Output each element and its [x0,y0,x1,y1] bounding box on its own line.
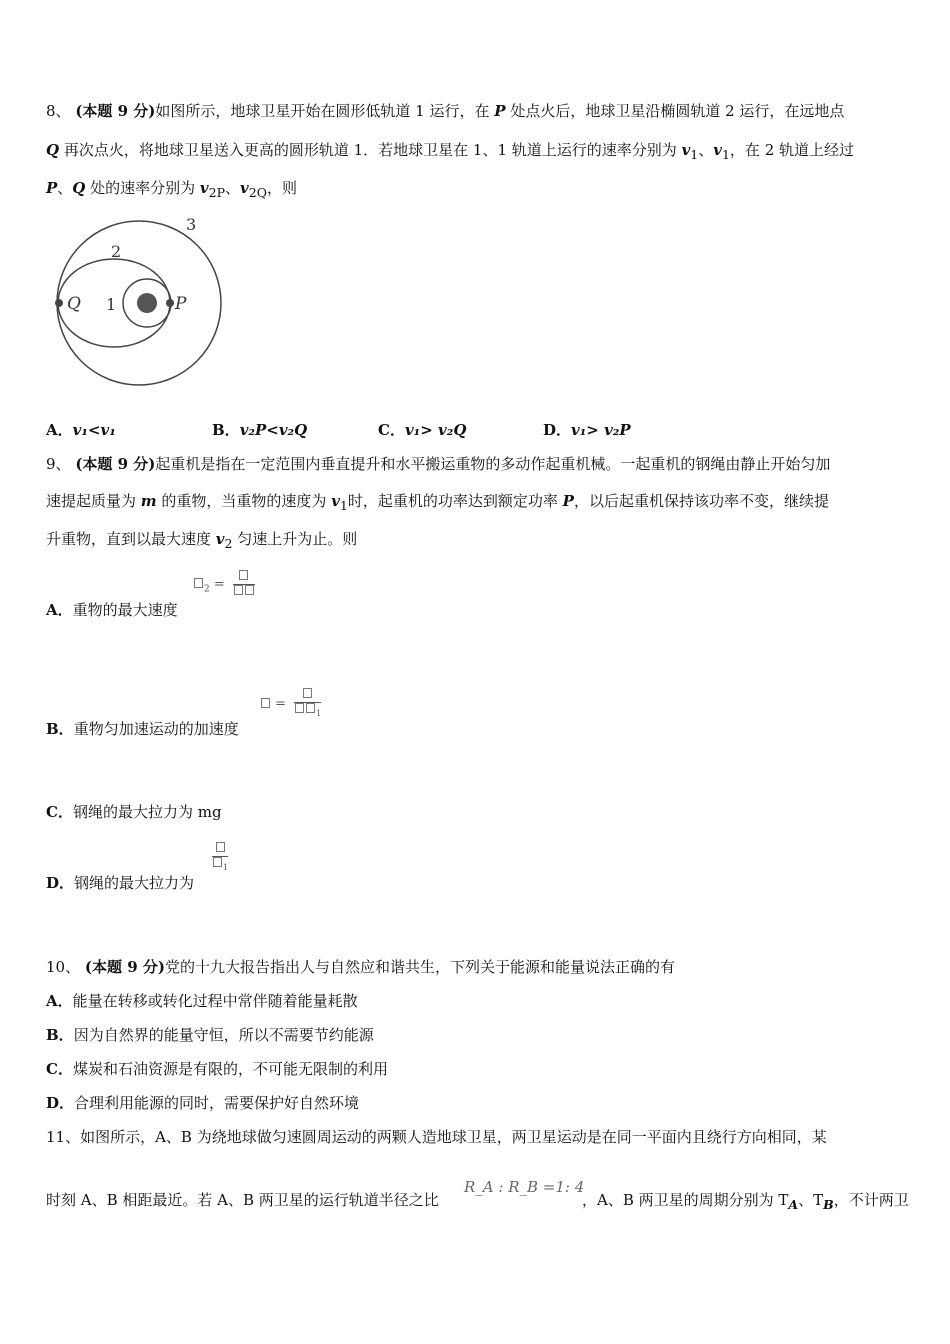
q10-option-b[interactable]: B．因为自然界的能量守恒，所以不需要节约能源 [46,1026,374,1044]
fraction [233,570,255,599]
q9-option-b[interactable]: B．重物匀加速运动的加速度 [46,720,239,738]
fraction: 1 [294,688,321,720]
formula-b-placeholder: = $_1$ [260,688,321,720]
earth [137,293,157,313]
label-2: 2 [111,242,122,261]
formula-a-placeholder: $_2$ = [193,570,255,599]
point-Q-dot [55,299,63,307]
q8-line-1: 8、 (本题 9 分)如图所示，地球卫星开始在圆形低轨道 1 运行，在 P 处点火后，地球卫星沿椭圆轨道 2 运行，在远地点 [46,102,845,120]
q8-option-a[interactable]: A．v₁<v₁ [46,421,116,439]
q10-stem: 10、 (本题 9 分)党的十九大报告指出人与自然应和谐共生，下列关于能源和能量说法正确的有 [46,958,675,976]
q8-line-2: Q 再次点火，将地球卫星送入更高的圆形轨道 1．若地球卫星在 1、1 轨道上运行的速率分别为 $v_1$、$v_1$，在 2 轨道上经过 [46,141,855,162]
q8-line-3: P、Q 处的速率分别为 $v_{2P}$、$v_{2Q}$，则 [46,179,297,200]
q9-option-d[interactable]: D．钢绳的最大拉力为 [46,874,195,892]
q8-option-d[interactable]: D．v₁> v₂P [543,421,631,439]
q10-option-a[interactable]: A．能量在转移或转化过程中常伴随着能量耗散 [46,992,358,1010]
q8-option-c[interactable]: C．v₁> v₂Q [378,421,467,439]
q9-line-2: 速提起质量为 m 的重物，当重物的速度为 $v_1$时，起重机的功率达到额定功率 P，以后起重机保持该功率不变，继续提 [46,492,829,513]
q11-line-2-cont: ，A、B 两卫星的周期分别为 $T_A$、$T_B$，不计两卫 [582,1191,909,1212]
orbit-figure [46,212,226,394]
label-Q: Q [67,294,81,314]
point-P-dot [166,299,174,307]
q8-option-b[interactable]: B．v₂P<v₂Q [212,421,308,439]
q9-option-a[interactable]: A．重物的最大速度 [46,601,178,619]
label-P: P [175,294,187,314]
q10-option-d[interactable]: D．合理利用能源的同时，需要保护好自然环境 [46,1094,360,1112]
q9-line-3: 升重物，直到以最大速度 $v_2$ 匀速上升为止。则 [46,530,358,551]
q11-line-1: 11、如图所示，A、B 为绕地球做匀速圆周运动的两颗人造地球卫星，两卫星运动是在同一平面内且绕行方向相同，某 [46,1128,827,1146]
fraction: 1 [212,842,228,874]
q10-option-c[interactable]: C．煤炭和石油资源是有限的，不可能无限制的利用 [46,1060,388,1078]
q9-line-1: 9、 (本题 9 分)起重机是指在一定范围内垂直提升和水平搬运重物的多动作起重机械。一起重机的钢绳由静止开始匀加 [46,455,831,473]
glyph-box [194,578,203,588]
label-1: 1 [106,295,117,314]
q9-option-c[interactable]: C．钢绳的最大拉力为 mg [46,803,222,821]
label-3: 3 [186,215,197,234]
glyph-box [261,698,270,708]
q11-line-2: 时刻 A、B 相距最近。若 A、B 两卫星的运行轨道半径之比 [46,1191,439,1209]
q11-ratio-formula: R_A : R_B =1: 4 [464,1178,585,1196]
formula-d-placeholder [208,842,228,874]
